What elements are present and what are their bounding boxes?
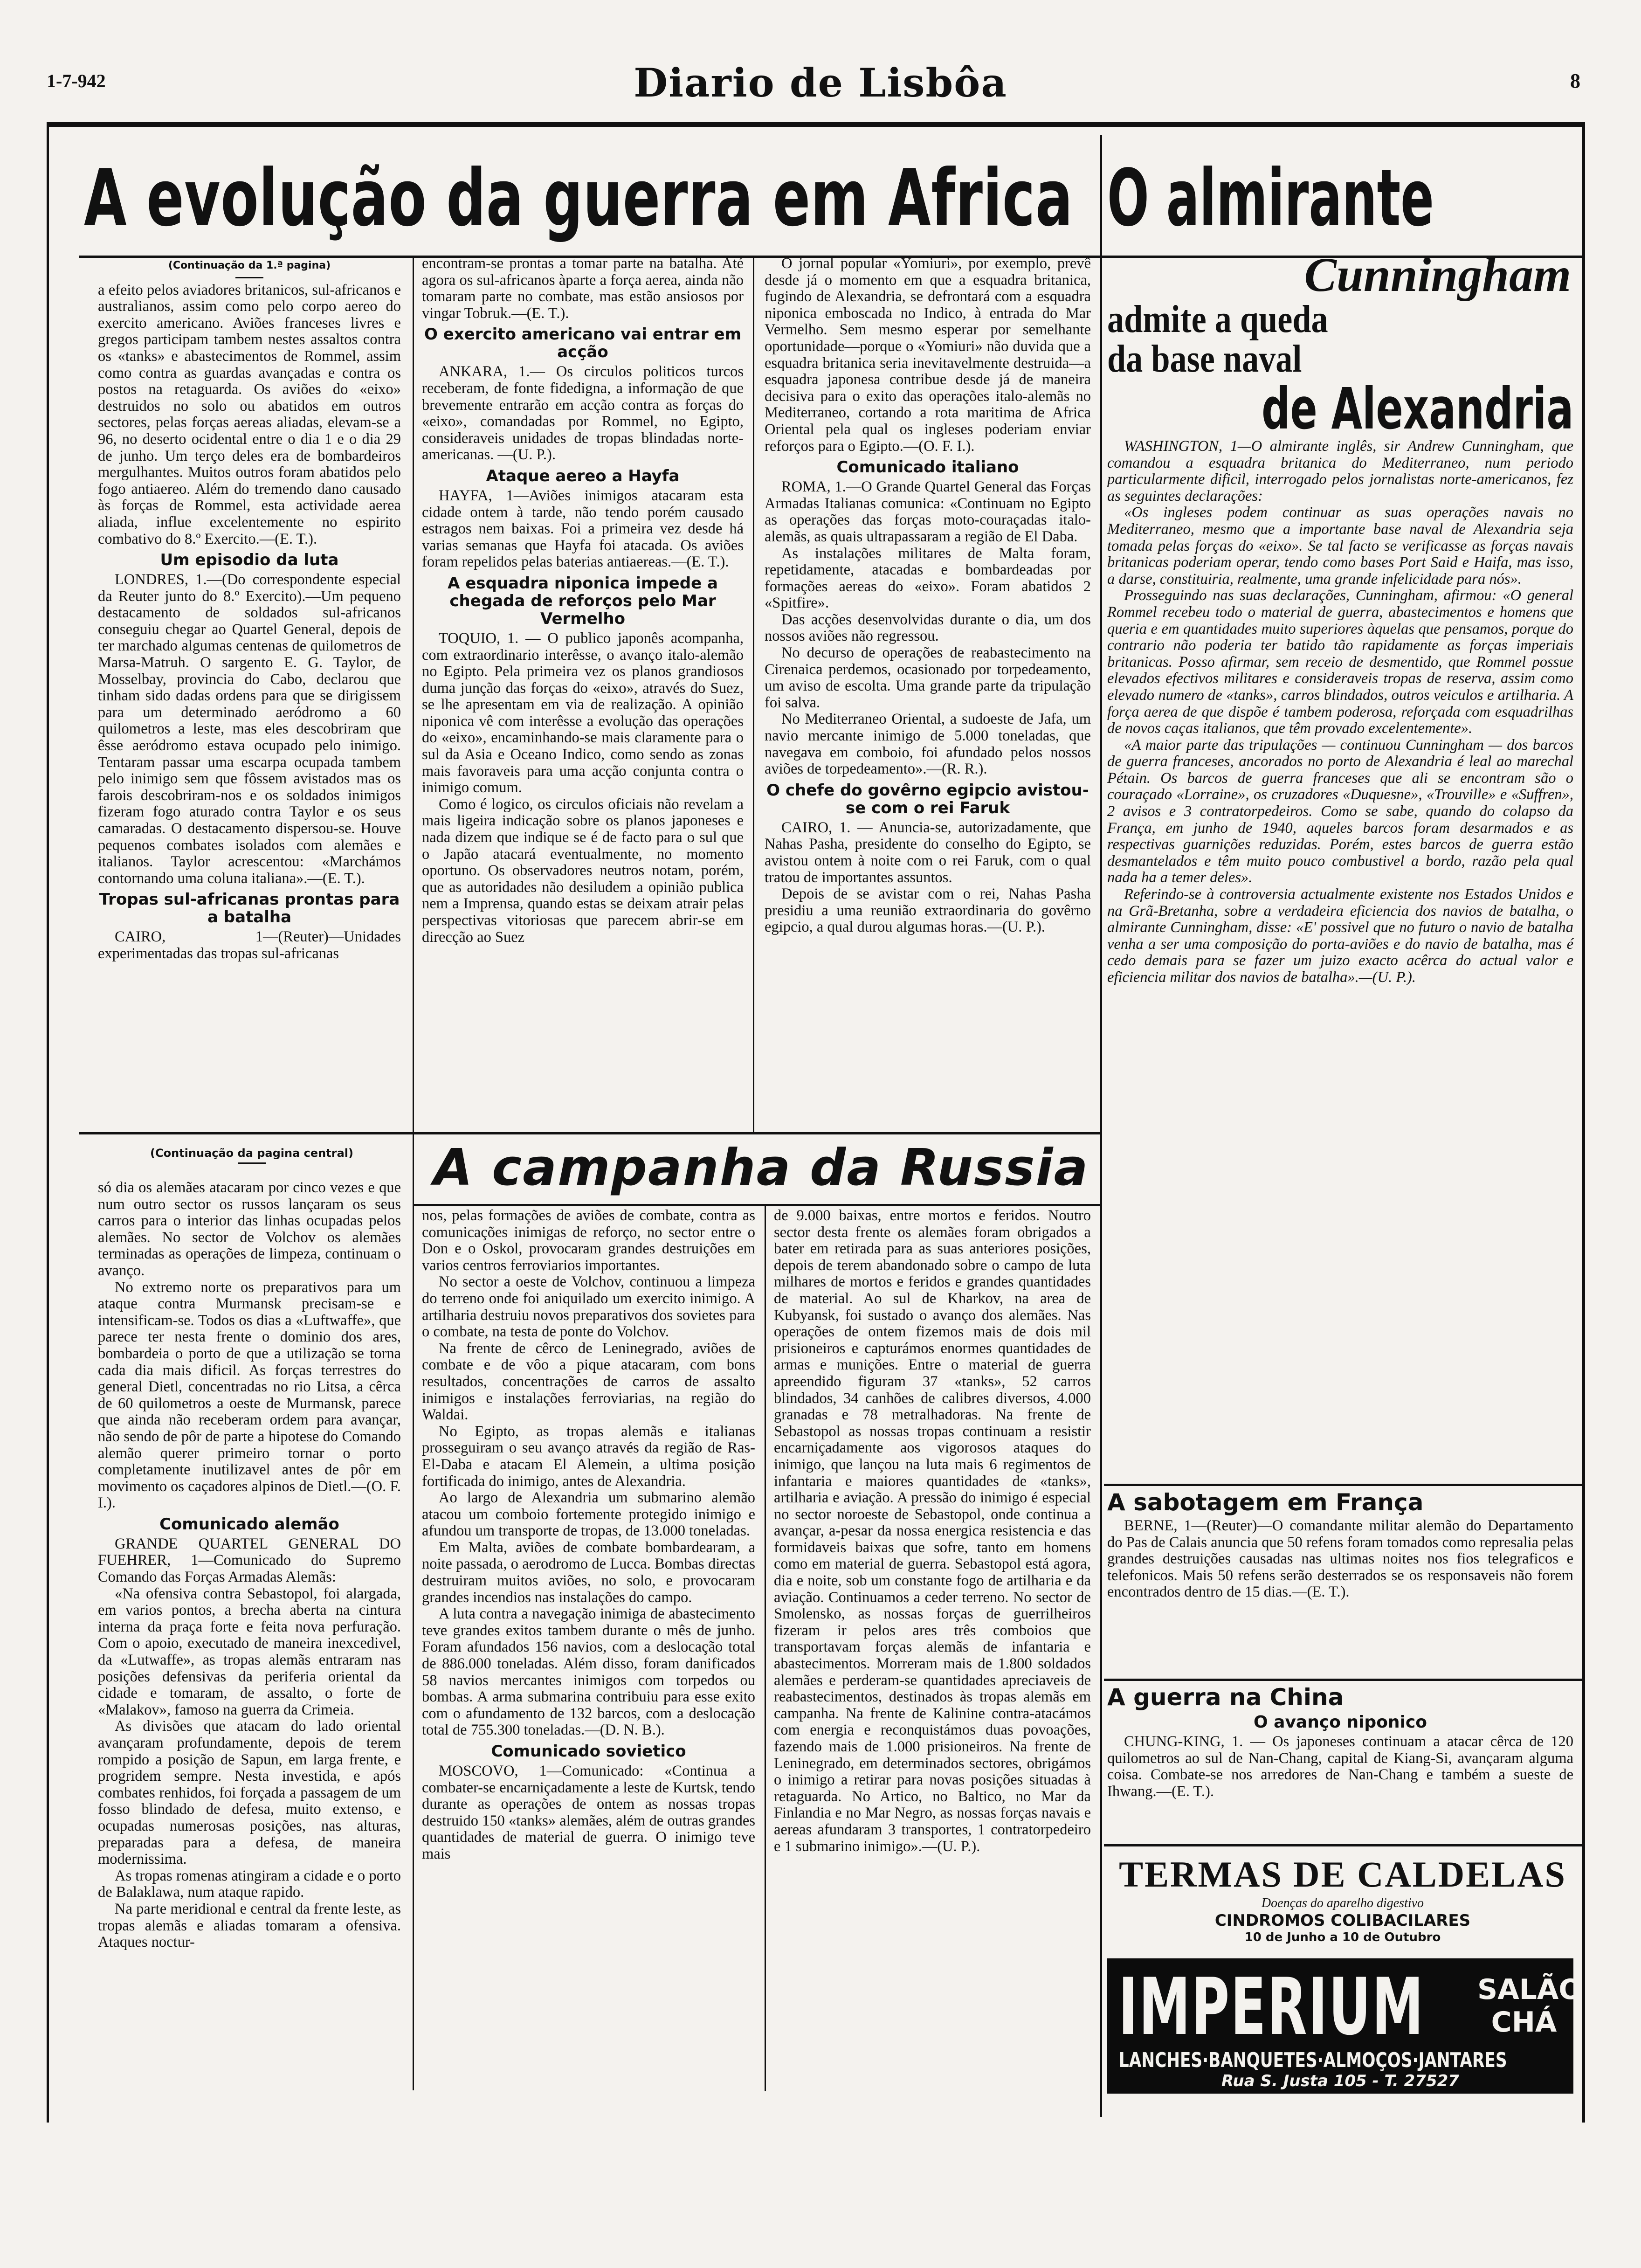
newspaper-title: Diario de Lisbôa [634, 60, 1007, 106]
article-paragraph: WASHINGTON, 1—O almirante inglês, sir Andrew Cunningham, que comandou a esquadra britanica do Mediterraneo, num periodo particularmente dificil, interrogado pelos jornalistas norte-americanos, fez as seguintes declarações: [1107, 438, 1573, 505]
russia-continuation-note: (Continuação da pagina central) [93, 1145, 410, 1168]
article-paragraph: No decurso de operações de reabastecimento na Cirenaica perdemos, ocasionado por torpedeamento, um aviso de escolta. Uma grande parte da tripulação foi salva. [765, 644, 1091, 711]
article-paragraph: As instalações militares de Malta foram, repetidamente, atacadas e bombardeadas por formações aereas do «eixo». Foram abatidos 2 «Spitfire». [765, 545, 1091, 612]
africa-column-2 [422, 256, 744, 1132]
article-paragraph: Depois de se avistar com o rei, Nahas Pasha presidiu a uma reunião extraordinaria do govêrno egipcio, a qual durou algumas horas.—(U. P.). [765, 885, 1091, 936]
africa-column-3 [765, 256, 1091, 1132]
divider [765, 1205, 766, 2091]
sabotagem-article [1107, 1518, 1573, 1686]
page-number: 8 [1570, 69, 1580, 92]
article-paragraph: Das acções desenvolvidas durante o dia, um dos nossos aviões não regressou. [765, 611, 1091, 645]
almirante-article [1107, 438, 1573, 1492]
article-paragraph: A luta contra a navegação inimiga de abastecimento teve grandes exitos tambem durante o mês de junho. Foram afundados 156 navios, com a deslocação total de 886.000 toneladas. Além disso, foram danificados 58 navios mercantes inimigos com torpedos ou bombas. A arma submarina contribuiu para esse exito com o afundamento de 132 barcos, com a deslocação total de 755.300 toneladas.—(D. N. B.). [422, 1605, 755, 1739]
termas-line-2: CINDROMOS COLIBACILARES [1214, 1911, 1471, 1930]
article-paragraph: Referindo-se à controversia actualmente existente nos Estados Unidos e na Grã-Bretanha, sobre a verdadeira eficiencia dos navios de batalha, o almirante Cunningham, disse: «E' possivel que no futuro o navio de batalha venha a ser uma composição do porta-aviões e do navio de batalha, mas é cedo demais para se fazer um juizo exacto acêrca do actual valor e eficiencia militar dos navios de batalha».—(U. P.). [1107, 886, 1573, 986]
china-headline: A guerra na China [1107, 1684, 1344, 1711]
article-paragraph: ROMA, 1.—O Grande Quartel General das Forças Armadas Italianas comunica: «Continuam no Egipto as operações das forças moto-couraçadas italo-alemãs, as quais ultrapassaram a região de El Daba. [765, 478, 1091, 545]
article-paragraph: de 9.000 baixas, entre mortos e feridos. Noutro sector desta frente os alemães foram obrigados a bater em retirada para as suas anteriores posições, depois de terem abandonado sobre o campo de luta milhares de mortos e feridos e grandes quantidades de material. Ao sul de Kharkov, na area de Kubyansk, foi sustado o avanço dos alemães. Nas operações de ontem fizemos mais de dois mil prisioneiros e capturámos enormes quantidades de armas e munições. Entre o material de guerra apreendido figuram 37 «tanks», 52 carros blindados, 34 canhões de calibres diversos, 4.000 granadas e 78 metralhadoras. Na frente de Sebastopol as nossas tropas continuam a resistir encarniçadamente aos vigorosos ataques do inimigo, que lançou na luta mais 6 regimentos de infantaria e maiores quantidades de «tanks», artilharia e aviação. A pressão do inimigo é especial no sector noroeste de Sebastopol, onde continua a avançar, a-pesar da nossa energica resistencia e das formidaveis baixas que sofre, tanto em homens como em material de guerra. Sebastopol está agora, dia e noite, sob um constante fogo de artilharia e da aviação. Continuamos a ceder terreno. No sector de Smolensko, as nossas forças de guerrilheiros fizeram ir pelos ares três comboios que transportavam forças alemãs de infantaria e abastecimentos. Morreram mais de 1.800 soldados alemães e perderam-se quantidades apreciaveis de reabastecimentos, destinados às tropas alemãs em campanha. Na frente de Kalinine contra-atacámos com energia e reconquistámos duas povoações, fazendo mais de 1.000 prisioneiros. Na frente de Leninegrado, em determinados sectores, obrigámos o inimigo a retirar para novas posições situadas à retaguarda. No Artico, no Baltico, no Mar da Finlandia e no Mar Negro, as nossas forças navais e aereas afundaram 3 transportes, 1 contratorpedeiro e 1 submarino inimigo».—(U. P.). [774, 1207, 1091, 1855]
termas-title: TERMAS DE CALDELAS [1119, 1854, 1566, 1895]
article-paragraph: TOQUIO, 1. — O publico japonês acompanha, com extraordinario interêsse, o avanço italo-alemão no Egipto. Pela primeira vez os planos grandiosos duma junção das forças do «eixo», através do Suez, se lhe apresentam em via de realização. A opinião niponica vê com interêsse a evolução das operações do «eixo», encaminhando-se mais claramente para o sul da Asia e Oceano Indico, como sendo as zonas mais favoraveis para uma acção conjunta contra o inimigo comum. [422, 629, 744, 796]
article-paragraph: «Na ofensiva contra Sebastopol, foi alargada, em varios pontos, a brecha aberta na cintura interna da praça forte e feita nova perfuração. Com o apoio, executado de maneira inexcedivel, da «Lutwaffe», as tropas alemãs entraram nas posições defensivas da periferia oriental da cidade e tomaram, de assalto, o forte de «Malakov», famoso na guerra da Crimeia. [98, 1585, 401, 1718]
continuation-note: (Continuação da 1.ª pagina) [168, 260, 331, 271]
article-paragraph: ANKARA, 1.— Os circulos politicos turcos receberam, de fonte fidedigna, a informação de que brevemente entrarão em acção contra as forças do «eixo», comandadas por Rommel, no Egipto, consideraveis unidades de tropas blindadas norte-americanas. —(U. P.). [422, 363, 744, 463]
almirante-headline-3: admite a queda [1107, 297, 1328, 341]
article-paragraph: Prosseguindo nas suas declarações, Cunningham, afirmou: «O general Rommel recebeu todo o material de guerra, abastecimentos e homens que queria e em quantidades muito superiores àquelas que pensamos, porque do contrario não poderia ter batido tão rapidamente as forças imperiais britanicas. Posso afirmar, sem receio de desmentido, que Rommel possue elevados efectivos militares e consideraveis tropas de reserva, assim como elevado numero de «tanks», carros blindados, outros veiculos e artilharia. A força aerea de que dispõe é tambem poderosa, reforçada com esquadrilhas de novos caças italianos, que têm provado excelentemente». [1107, 587, 1573, 737]
subheading: O chefe do govêrno egipcio avistou-se com o rei Faruk [766, 781, 1089, 817]
subheading: Tropas sul-africanas prontas para a batalha [99, 890, 400, 927]
article-paragraph: nos, pelas formações de aviões de combate, contra as comunicações inimigas de reforço, no sector entre o Don e o Oskol, provocaram grandes destruições em varios centros ferroviarios importantes. [422, 1207, 755, 1274]
imperium-side-1: SALÃO [1477, 1973, 1583, 2006]
imperium-name: IMPERIUM [1118, 1961, 1425, 2053]
subheading: Comunicado alemão [159, 1514, 339, 1534]
article-paragraph: Ao largo de Alexandria um submarino alemão atacou um comboio fortemente protegido inimigo e afundou um transporte de tropas, de 13.000 toneladas. [422, 1489, 755, 1540]
almirante-headline-4: da base naval [1107, 337, 1302, 380]
africa-column-1 [98, 256, 401, 1132]
article-paragraph: Na parte meridional e central da frente leste, as tropas alemãs e aliadas tomaram a ofensiva. Ataques noctur- [98, 1900, 401, 1951]
subheading: Um episodio da luta [160, 551, 339, 570]
subheading: Ataque aereo a Hayfa [486, 466, 680, 485]
imperium-side-2: CHÁ [1491, 2006, 1557, 2039]
page-date: 1-7-942 [47, 70, 106, 91]
imperium-address: Rua S. Justa 105 - T. 27527 [1221, 2072, 1459, 2090]
section-rule [1104, 1844, 1584, 1846]
almirante-headline-2: Cunningham [1304, 248, 1571, 302]
article-paragraph: «A maior parte das tripulações — continuou Cunningham — dos barcos de guerra franceses, ancorados no porto de Alexandria é leal ao marechal Pétain. Os barcos de guerra franceses que ali se encontram são o couraçado «Lorraine», os cruzadores «Duquesne», «Trouville» e «Suffren», 2 avisos e 3 contratorpedeiros. Como se sabe, quando do colapso da França, em junho de 1940, aqueles barcos foram desarmados e as respectivas guarnições reduzidas. Porém, estes barcos de guerra estão desmantelados e têm muito pouco combustivel a bordo, razão pela qual nada ha a temer deles». [1107, 736, 1573, 886]
imperium-services: LANCHES·BANQUETES·ALMOÇOS·JANTARES [1118, 2048, 1507, 2072]
termas-advert [1112, 1853, 1573, 1954]
almirante-headline-5: de Alexandria [1261, 376, 1573, 443]
termas-line-1: Doenças do aparelho digestivo [1261, 1896, 1424, 1910]
article-paragraph: As tropas romenas atingiram a cidade e o porto de Balaklawa, num ataque rapido. [98, 1867, 401, 1901]
article-paragraph: LONDRES, 1.—(Do correspondente especial da Reuter junto do 8.º Exercito).—Um pequeno destacamento de soldados sul-africanos conseguiu chegar ao Quartel General, depois de ter marchado algumas centenas de quilometros de Marsa-Matruh. O sargento E. G. Taylor, de Mosselbay, provincia do Cabo, declarou que tinham sido dadas ordens para que se dirigissem para um determinado aeródromo a 60 quilometros a leste, mas eles descobriram que êsse aeródromo estava ocupado pelo inimigo. Tentaram passar uma escarpa ocupada tambem pelo inimigo sem que fôssem avistados mas os farois descobriram-nos e os soldados inimigos fizeram fogo aturado contra Taylor e os seus camaradas. O destacamento dispersou-se. Houve pequenos combates isolados com alemães e italianos. Taylor acrescentou: «Marchámos contornando uma coluna italiana».—(E. T.). [98, 571, 401, 887]
article-paragraph: No Mediterraneo Oriental, a sudoeste de Jafa, um navio mercante inimigo de 5.000 toneladas, que navegava em comboio, foi afundado pelos nossos aviões de torpedeamento».—(R. R.). [765, 711, 1091, 778]
article-paragraph: CAIRO, 1. — Anuncia-se, autorizadamente, que Nahas Pasha, presidente do conselho do Egipto, se avistou ontem à noite com o rei Faruk, com o qual tratou de importantes assuntos. [765, 819, 1091, 886]
article-paragraph: só dia os alemães atacaram por cinco vezes e que num outro sector os russos lançaram os seus carros para o interior das linhas ocupadas pelos alemães. No sector de Volchov os alemães terminadas as operações de limpeza, continuam o avanço. [98, 1179, 401, 1279]
article-paragraph: Em Malta, aviões de combate bombardearam, a noite passada, o aerodromo de Lucca. Bombas directas destruiram muitos aviões, no solo, e provocaram grandes incendios nas instalações do campo. [422, 1539, 755, 1606]
subheading: O exercito americano vai entrar em acção [424, 325, 742, 362]
imperium-advert [1107, 1958, 1583, 2094]
article-paragraph: CAIRO, 1—(Reuter)—Unidades experimentadas das tropas sul-africanas [98, 928, 401, 962]
russia-column-1 [98, 1180, 401, 2094]
subheading: Comunicado italiano [836, 458, 1019, 477]
subheading: Comunicado sovietico [491, 1742, 686, 1761]
article-paragraph: HAYFA, 1—Aviões inimigos atacaram esta cidade ontem à tarde, não tendo porém causado estragos nem baixas. Foi a primeira vez desde há varias semanas que Hayfa foi atacada. Os aviões foram repelidos pelas baterias antiaereas.—(E. T.). [422, 487, 744, 571]
russia-headline: A campanha da Russia [434, 1139, 1089, 1197]
article-paragraph: MOSCOVO, 1—Comunicado: «Continua a combater-se encarniçadamente a leste de Kurtsk, tendo durante as operações de ontem as nossas tropas destruido 150 «tanks» alemães, além de outras grandes quantidades de material de guerra. O inimigo teve mais [422, 1763, 755, 1862]
russia-column-3 [774, 1208, 1091, 2094]
divider [1100, 135, 1102, 2117]
subheading: A esquadra niponica impede a chegada de reforços pelo Mar Vermelho [448, 574, 718, 628]
china-subheading: O avanço niponico [1254, 1713, 1427, 1732]
sabotagem-headline: A sabotagem em França [1107, 1489, 1424, 1516]
article-paragraph: Como é logico, os circulos oficiais não revelam a mais ligeira indicação sobre os planos japoneses e nada dizem que indique se é de facto para o sul que o Japão atacará eventualmente, no momento oportuno. Os observadores neutros notam, porém, que as autoridades não desiludem a opinião publica nem a Imprensa, quando estas se deixam atrair pelas perspectivas vitoriosas que parecem abrir-se em direcção ao Suez [422, 795, 744, 946]
divider [753, 256, 754, 1132]
section-rule [1104, 1484, 1584, 1486]
article-paragraph: GRANDE QUARTEL GENERAL DO FUEHRER, 1—Comunicado do Supremo Comando das Forças Armadas Alemãs: [98, 1535, 401, 1586]
article-paragraph: CHUNG-KING, 1. — Os japoneses continuam a atacar cêrca de 120 quilometros ao sul de Nan-Chang, capital de Kiang-Si, avançaram alguma coisa. Combate-se nos arredores de Nan-Chang e também a sueste de Ihwang.—(E. T.). [1107, 1733, 1573, 1800]
article-paragraph: encontram-se prontas a tomar parte na batalha. Até agora os sul-africanos àparte a força aerea, ainda não tomaram parte no combate, mas estão ansiosos por vingar Tobruk.—(E. T.). [422, 255, 744, 322]
article-paragraph: BERNE, 1—(Reuter)—O comandante militar alemão do Departamento do Pas de Calais anuncia que 50 refens foram tomados como represalia pelas grandes destruições causadas nas ultimas noites nos fios telegraficos e telefonicos. Mais 50 refens serão desterrados se os responsaveis não forem encontrados dentro de 15 dias.—(E. T.). [1107, 1517, 1573, 1601]
article-paragraph: No extremo norte os preparativos para um ataque contra Murmansk precisam-se e intensificam-se. Todos os dias a «Luftwaffe», que parece ter nesta frente o dominio dos ares, bombardeia o porto de que a utilização se torna cada dia mais dificil. As forças terrestres do general Dietl, concentradas no rio Litsa, a cêrca de 60 quilometros a oeste de Murmansk, parece que ainda não receberam ordem para avançar, não sendo de pôr de parte a hipotese do Comando alemão querer primeiro tornar o porto completamente inutilizavel antes de pôr em movimento os caçadores alpinos de Dietl.—(O. F. I.). [98, 1279, 401, 1512]
africa-headline: A evolução da guerra em Africa [84, 152, 1073, 244]
article-paragraph: As divisões que atacam do lado oriental avançaram profundamente, depois de terem rompido a posição de Sapun, em larga frente, e progridem sempre. Nesta investida, e após combates renhidos, foi forçada a passagem de um fosso blindado de defesa, muito extenso, e ocupadas numerosas posições, nas alturas, preparadas para a defesa, de maneira modernissima. [98, 1718, 401, 1868]
article-paragraph: «Os ingleses podem continuar as suas operações navais no Mediterraneo, mesmo que a importante base naval de Alexandria seja tomada pelas forças do «eixo». Se tal facto se verificasse as forças navais britanicas poderiam operar, tendo como bases Port Said e Haifa, mas isso, a darse, constituiria, realmente, uma grande infelicidade para nós». [1107, 504, 1573, 588]
article-paragraph: No Egipto, as tropas alemãs e italianas prosseguiram o seu avanço através da região de Ras-El-Daba e atacam El Alemein, a ultima posição fortificada do inimigo, antes de Alexandria. [422, 1423, 755, 1490]
china-article [1107, 1734, 1573, 1846]
article-paragraph: No sector a oeste de Volchov, continuou a limpeza do terreno onde foi aniquilado um exercito inimigo. A artilharia destruiu novos preparativos dos sovietes para o combate, na testa de ponte do Volchov. [422, 1273, 755, 1341]
russia-headline-rule [413, 1204, 1100, 1206]
article-paragraph: Na frente de cêrco de Leninegrado, aviões de combate e de vôo a pique atacaram, com bons resultados, concentrações de carros de assalto inimigos e instalações ferroviarias, na região do Waldai. [422, 1340, 755, 1424]
masthead-rule [47, 122, 1585, 127]
almirante-headline-1: O almirante [1107, 152, 1434, 244]
article-paragraph: O jornal popular «Yomiuri», por exemplo, prevê desde já o momento em que a esquadra britanica, fugindo de Alexandria, se defrontará com a esquadra niponica emboscada no Indico, à entrada do Mar Vermelho. Sem mesmo esperar por semelhante oportunidade—porque o «Yomiuri» não duvida que a esquadra britanica seria inevitavelmente destruida—a esquadra japonesa contribue desde já de maneira decisiva para o exito das operações italo-alemãs no Mediterraneo, cortando a rota maritima de Africa Oriental pela qual os ingleses poderiam enviar reforços para o Egipto.—(O. F. I.). [765, 255, 1091, 455]
divider [413, 1134, 414, 2090]
article-paragraph: a efeito pelos aviadores britanicos, sul-africanos e australianos, assim como pelo corpo aereo do exercito americano. Aviões franceses livres e gregos participam tambem nestes assaltos contra os «tanks» e abastecimentos de Rommel, assim como contra as guardas avançadas e contra os postos na retaguarda. Os aviões do «eixo» destruidos no solo ou abatidos em outros sectores, pelas forças aereas aliadas, elevam-se a 96, no deserto ocidental entre o dia 1 e o dia 29 de junho. Um terço deles era de bombardeiros mergulhantes. Muitos outros foram abatidos pelo fogo antiaereo. Além do tremendo dano causado às forças de Rommel, esta actividade aerea aliada, influe excelentemente no espirito combativo do 8.º Exercito.—(E. T.). [98, 281, 401, 547]
divider [413, 256, 414, 1132]
section-rule [1104, 1679, 1584, 1681]
termas-line-3: 10 de Junho a 10 de Outubro [1244, 1930, 1441, 1944]
russia-column-2 [422, 1208, 755, 2094]
